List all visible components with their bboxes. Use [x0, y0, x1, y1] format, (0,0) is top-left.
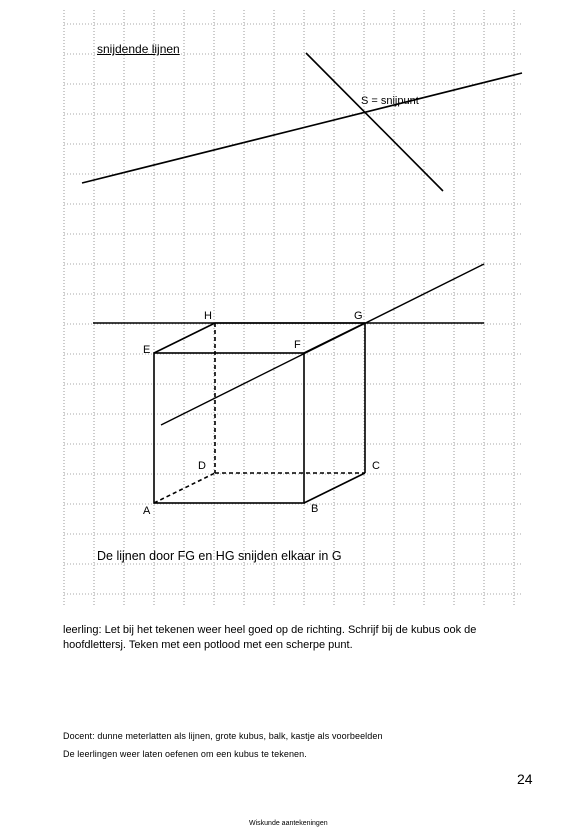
figure-caption: De lijnen door FG en HG snijden elkaar in G	[97, 549, 342, 563]
edge-AD-hidden	[154, 473, 215, 503]
figure-title: snijdende lijnen	[97, 42, 180, 56]
vertex-label-E: E	[143, 344, 151, 356]
vertex-label-C: C	[372, 460, 380, 472]
edge-BC	[304, 473, 365, 503]
page-number: 24	[517, 771, 533, 787]
edge-EH	[154, 323, 215, 353]
dotted-grid	[64, 10, 522, 605]
page-footer: Wiskunde aantekeningen	[249, 820, 328, 827]
student-instruction: leerling: Let bij het tekenen weer heel goed op de richting. Schrijf bij de kubus ook de hoofdlettersj. Teken met een potlood met een scherpe punt.	[63, 624, 477, 651]
teacher-note-2: De leerlingen weer laten oefenen om een kubus te tekenen.	[63, 749, 307, 759]
vertex-label-D: D	[198, 460, 206, 472]
edge-FG	[304, 323, 365, 353]
vertex-label-G: G	[354, 310, 363, 322]
cube-front-face	[154, 353, 304, 503]
vertex-label-B: B	[311, 503, 319, 515]
line-long	[82, 73, 522, 183]
vertex-label-H: H	[204, 310, 212, 322]
vertex-label-A: A	[143, 505, 151, 517]
teacher-note-1: Docent: dunne meterlatten als lijnen, grote kubus, balk, kastje als voorbeelden	[63, 731, 383, 741]
vertex-label-F: F	[294, 339, 301, 351]
intersection-label: S = snijpunt	[361, 95, 419, 107]
